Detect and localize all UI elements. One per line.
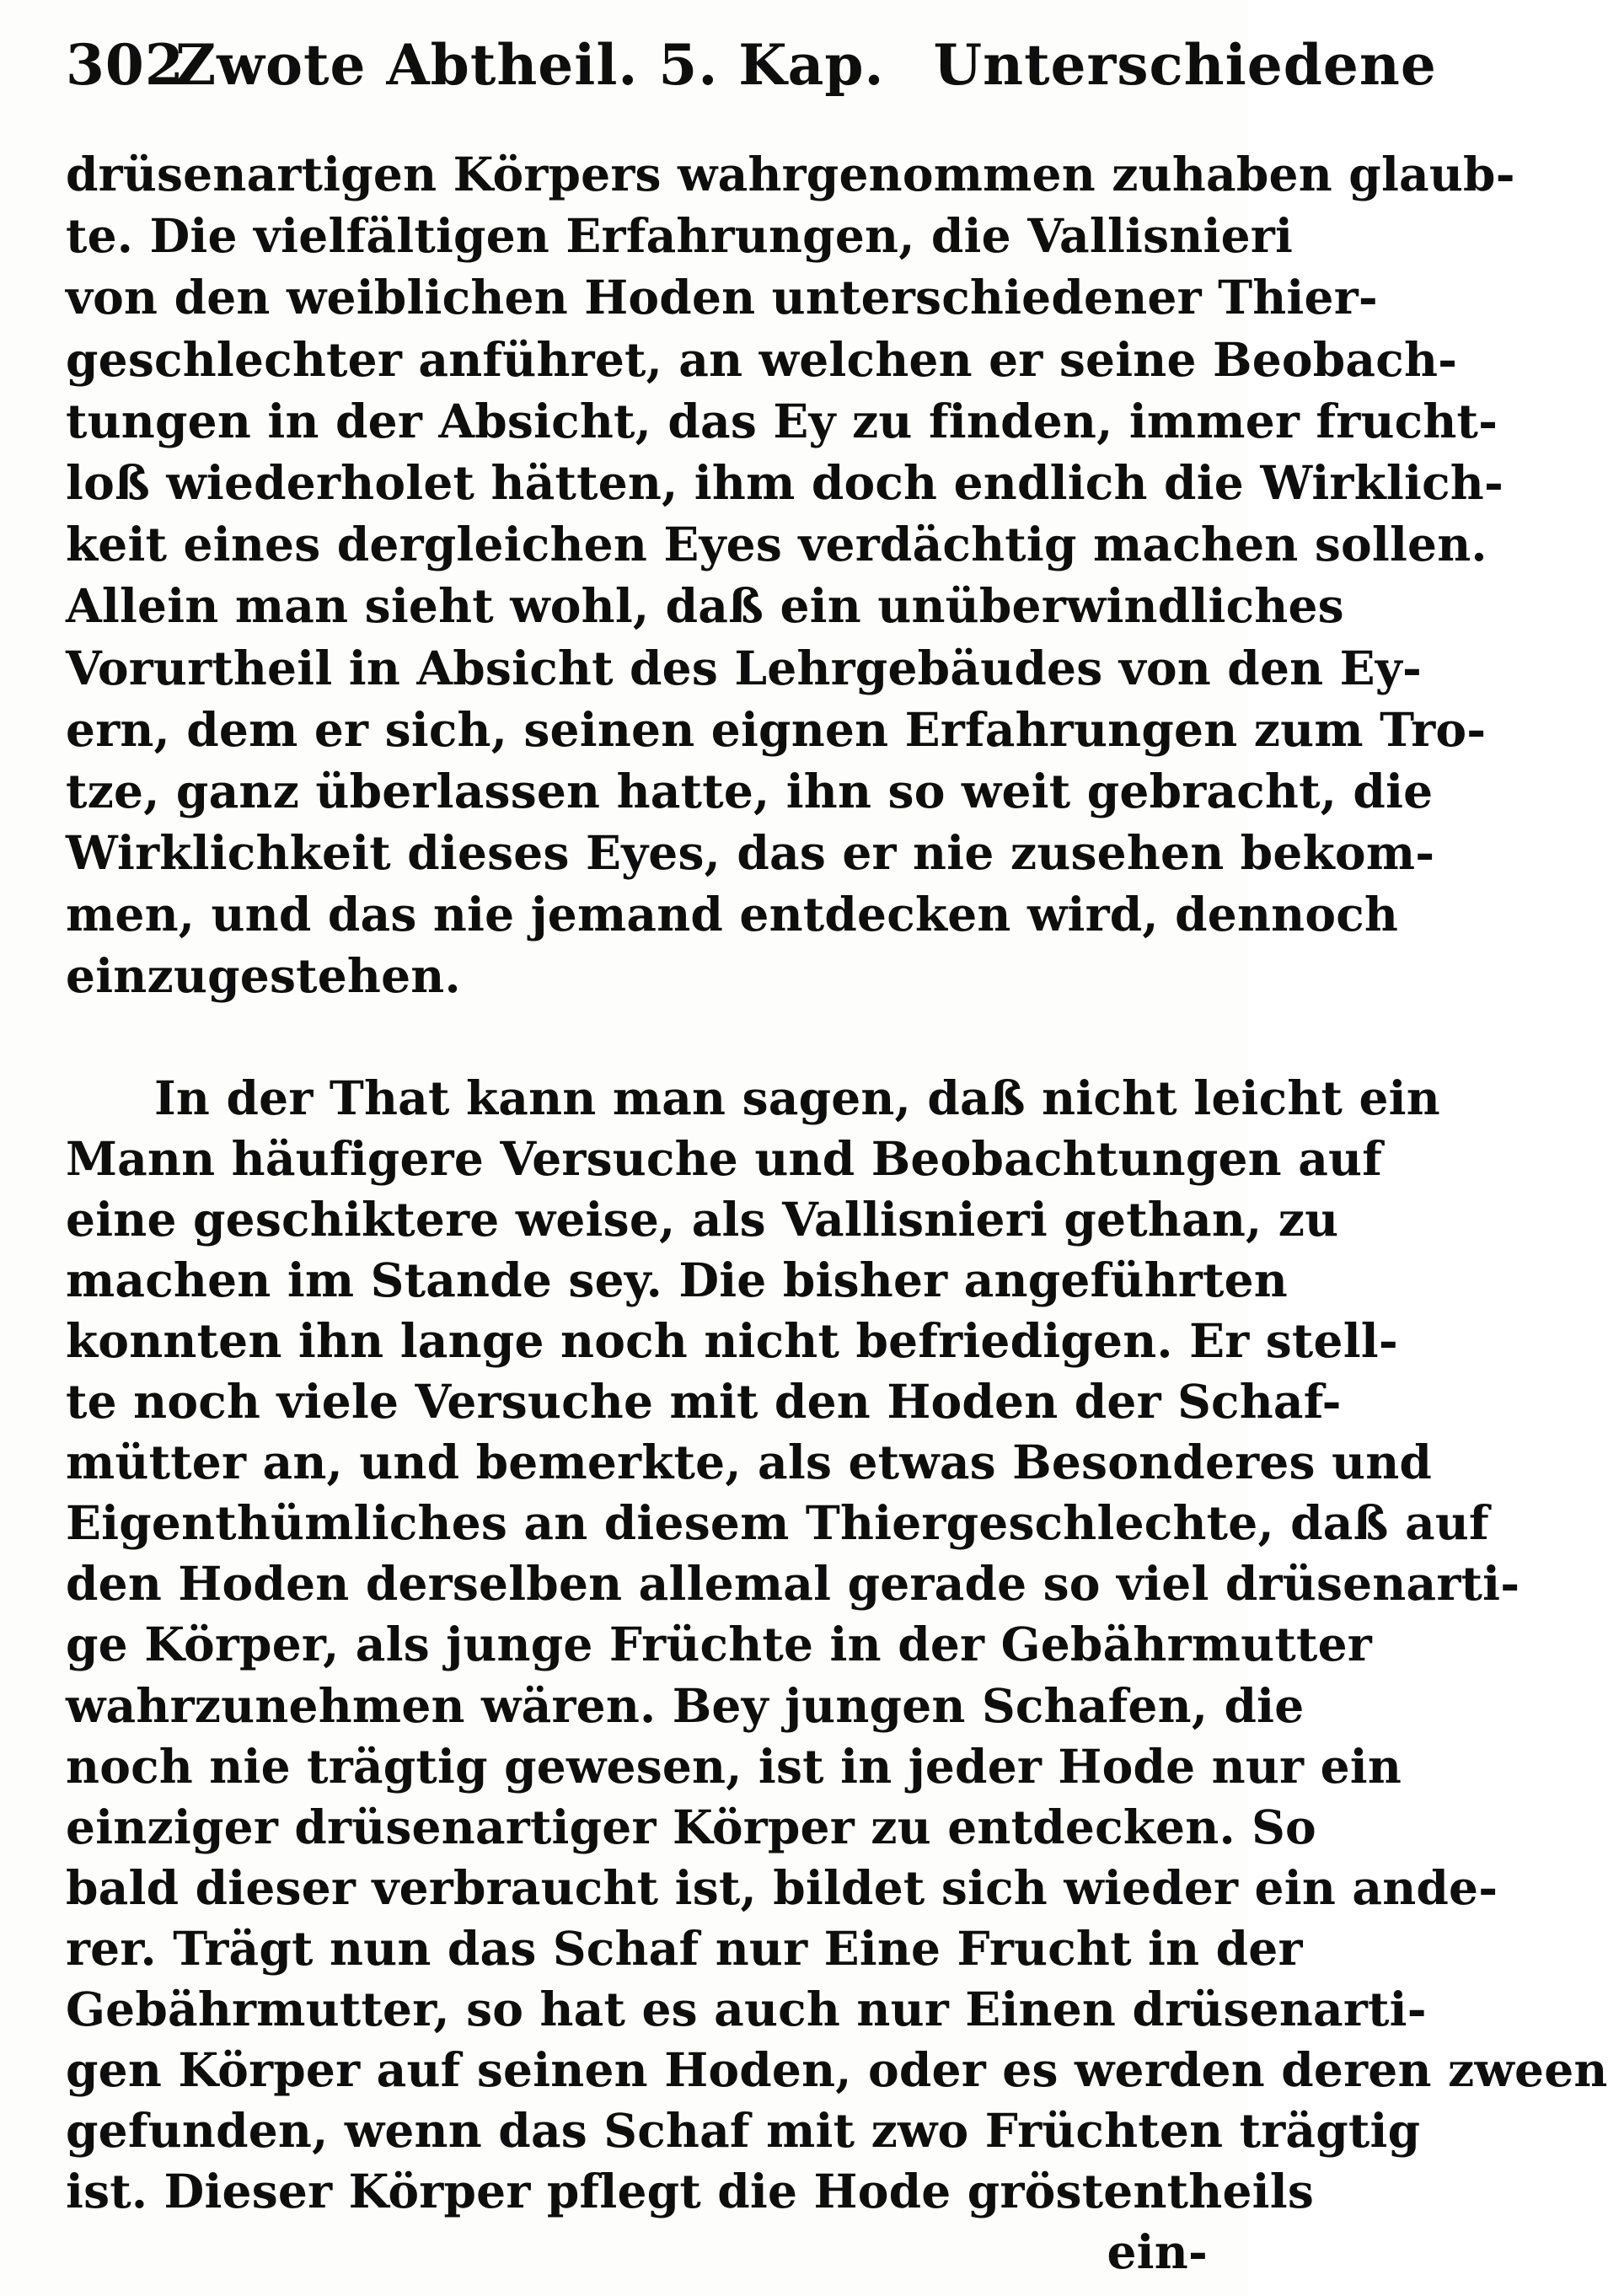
text-line: men, und das nie jemand entdecken wird, dennoch <box>66 887 1399 942</box>
running-head <box>175 32 1437 98</box>
body-text <box>66 143 1608 2283</box>
page-header <box>66 24 1437 116</box>
text-line: Mann häufigere Versuche und Beobachtungen auf <box>66 1130 1383 1186</box>
text-line: ge Körper, als junge Früchte in der Gebährmutter <box>66 1617 1372 1672</box>
text-line: konnten ihn lange noch nicht befriedigen. Er stell- <box>66 1313 1398 1368</box>
text-line: gefunden, wenn das Schaf mit zwo Früchten trägtig <box>66 2103 1421 2159</box>
text-line: Eigenthümliches an diesem Thiergeschlechte, daß auf <box>66 1495 1489 1551</box>
text-line: drüsenartigen Körpers wahrgenommen zuhaben glaub- <box>66 147 1515 201</box>
text-line: keit eines dergleichen Eyes verdächtig machen sollen. <box>66 517 1487 572</box>
text-line: te noch viele Versuche mit den Hoden der Schaf- <box>66 1374 1342 1430</box>
text-line: Gebährmutter, so hat es auch nur Einen drüsenarti- <box>66 1982 1427 2037</box>
text-line: geschlechter anführet, an welchen er seine Beobach- <box>66 331 1458 387</box>
text-line: den Hoden derselben allemal gerade so viel drüsenarti- <box>66 1556 1520 1612</box>
text-line: loß wiederholet hätten, ihm doch endlich die Wirklich- <box>66 454 1503 510</box>
text-line: mütter an, und bemerkte, als etwas Besonderes und <box>66 1435 1433 1490</box>
text-line: einzugestehen. <box>66 948 461 1004</box>
text-line: Wirklichkeit dieses Eyes, das er nie zusehen bekom- <box>66 825 1435 881</box>
page-number: 302 <box>66 32 185 98</box>
text-line: tze, ganz überlassen hatte, ihn so weit gebracht, die <box>66 763 1434 818</box>
text-line: ist. Dieser Körper pflegt die Hode gröstentheils <box>66 2164 1315 2219</box>
text-line: von den weiblichen Hoden unterschiedener Thier- <box>66 270 1378 325</box>
text-line: tungen in der Absicht, das Ey zu finden, immer frucht- <box>66 393 1498 448</box>
paragraph-2 <box>66 1068 1608 2283</box>
text-line: noch nie trägtig gewesen, ist in jeder Hode nur ein <box>66 1738 1402 1794</box>
text-line: bald dieser verbraucht ist, bildet sich wieder ein ande- <box>66 1859 1498 1915</box>
text-line: eine geschiktere weise, als Vallisnieri gethan, zu <box>66 1191 1339 1247</box>
text-line: Vorurtheil in Absicht des Lehrgebäudes von den Ey- <box>66 640 1422 695</box>
text-line: ern, dem er sich, seinen eignen Erfahrungen zum Tro- <box>66 701 1487 757</box>
text-line: te. Die vielfältigen Erfahrungen, die Vallisnieri <box>66 208 1294 264</box>
catchword: ein- <box>1107 2224 1208 2280</box>
text-line: Allein man sieht wohl, daß ein unüberwindliches <box>66 578 1344 634</box>
text-line: gen Körper auf seinen Hoden, oder es werden deren zween <box>66 2042 1608 2098</box>
paragraph-gap <box>66 1007 1208 1068</box>
text-line: rer. Trägt nun das Schaf nur Eine Frucht in der <box>66 1920 1303 1976</box>
running-head-title: Unterschiedene <box>933 32 1437 98</box>
text-line: machen im Stande sey. Die bisher angeführten <box>66 1252 1288 1307</box>
text-line: wahrzunehmen wären. Bey jungen Schafen, die <box>66 1677 1305 1733</box>
paragraph-1 <box>66 143 1515 1007</box>
text-line: In der That kann man sagen, daß nicht leicht ein <box>154 1070 1440 1125</box>
running-head-section: Zwote Abtheil. 5. Kap. <box>175 32 885 98</box>
text-line: einziger drüsenartiger Körper zu entdecken. So <box>66 1799 1316 1854</box>
